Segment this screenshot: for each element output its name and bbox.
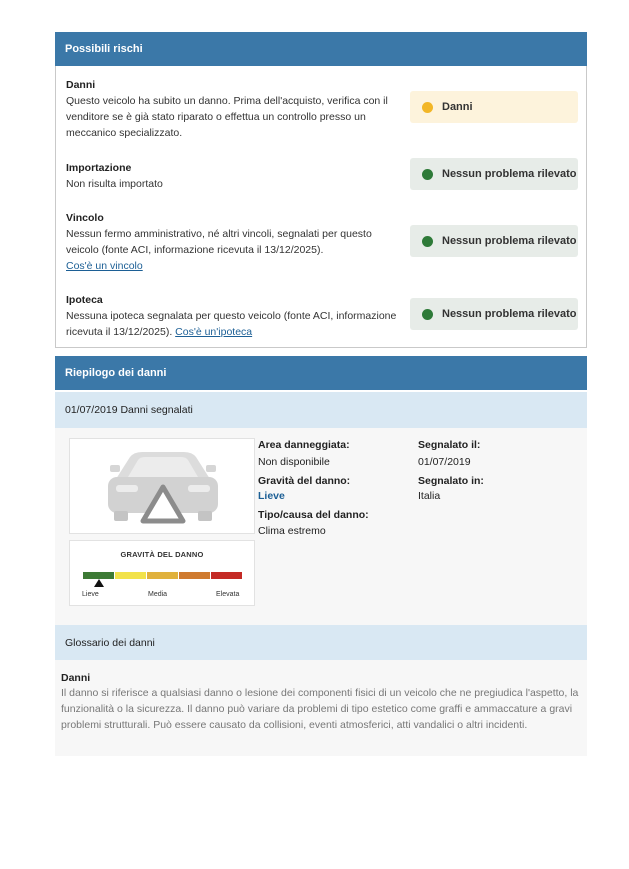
ok-dot-icon (422, 236, 433, 247)
glossary-header: Glossario dei danni (55, 625, 587, 660)
risk-title: Importazione (66, 162, 132, 174)
damage-record-title: 01/07/2019 Danni segnalati (55, 392, 587, 428)
ok-dot-icon (422, 309, 433, 320)
status-label: Danni (442, 101, 473, 113)
risk-title: Ipoteca (66, 294, 103, 306)
cause-value: Clima estremo (258, 525, 326, 537)
risks-panel (55, 66, 587, 348)
area-label: Area danneggiata: (258, 439, 350, 451)
severity-label: Gravità del danno: (258, 475, 351, 487)
damage-record-details (55, 428, 587, 625)
gauge-label-low: Lieve (82, 591, 99, 598)
area-value: Non disponibile (258, 456, 330, 468)
ok-dot-icon (422, 169, 433, 180)
gauge-label-mid: Media (148, 591, 168, 598)
risk-title: Danni (66, 79, 96, 91)
risks-header: Possibili rischi (55, 32, 587, 66)
gauge-title: GRAVITÀ DEL DANNO (120, 550, 204, 559)
risk-title: Vincolo (66, 212, 104, 224)
status-label: Nessun problema rilevato (442, 235, 577, 247)
risk-description (66, 308, 401, 340)
status-label: Nessun problema rilevato (442, 308, 577, 320)
glossary-body (55, 660, 587, 756)
status-badge (410, 91, 578, 123)
vincolo-info-link[interactable]: Cos'è un vincolo (66, 260, 143, 272)
severity-value: Lieve (258, 490, 285, 502)
risk-description: Questo veicolo ha subito un danno. Prima dell'acquisto, verifica con il venditore se è già stato riparato o effettua un controllo presso un meccanico specializzato. (66, 95, 388, 139)
risk-description-text: Nessuna ipoteca segnalata per questo veicolo (fonte ACI, informazione ricevuta il 13/12/2025). (66, 310, 397, 338)
damage-summary-header: Riepilogo dei danni (55, 356, 587, 390)
gauge-segment-elevata (211, 572, 242, 579)
risk-item-ipoteca (66, 293, 578, 343)
ipoteca-info-link[interactable]: Cos'è un'ipoteca (175, 326, 253, 338)
gauge-label-high: Elevata (216, 591, 240, 598)
gauge-segment-media (147, 572, 178, 579)
reported-in-value: Italia (418, 490, 441, 502)
status-badge (410, 158, 578, 190)
reported-on-label: Segnalato il: (418, 439, 481, 451)
gauge-segment-lieve (83, 572, 114, 579)
glossary-term: Danni (61, 672, 91, 684)
gauge-pointer-icon (94, 579, 104, 587)
car-illustration (69, 438, 255, 534)
gauge-segment-2 (115, 572, 146, 579)
glossary-definition: Il danno si riferisce a qualsiasi danno o lesione dei componenti fisici di un veicolo che ne pregiudica l'aspetto, la funzionalità o la sicurezza. Il danno può variare da problemi di tipo estetico come graffi e ammaccature a gravi problemi strutturali. Può essere causato da collisioni, eventi atmosferici, atti vandalici o altri incidenti. (61, 687, 579, 731)
risk-item-danni (66, 78, 578, 138)
risk-description (66, 226, 401, 274)
car-warning-icon (70, 439, 256, 535)
status-label: Nessun problema rilevato (442, 168, 577, 180)
gauge-segment-4 (179, 572, 210, 579)
reported-in-label: Segnalato in: (418, 475, 484, 487)
status-badge (410, 225, 578, 257)
reported-on-value: 01/07/2019 (418, 456, 471, 468)
risk-description-text: Nessun fermo amministrativo, né altri vincoli, segnalati per questo veicolo (fonte ACI, informazione ricevuta il 13/12/2025). (66, 228, 372, 256)
risk-item-vincolo (66, 211, 578, 271)
cause-label: Tipo/causa del danno: (258, 509, 369, 521)
risk-description: Non risulta importato (66, 178, 163, 190)
risk-item-importazione (66, 161, 578, 201)
severity-gauge (69, 540, 255, 606)
status-badge (410, 298, 578, 330)
warning-dot-icon (422, 102, 433, 113)
